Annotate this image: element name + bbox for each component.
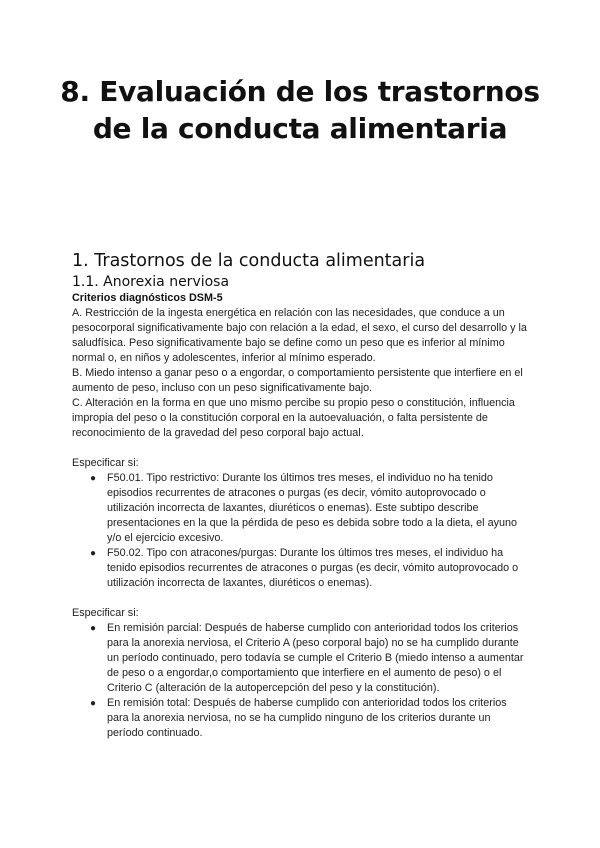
bullet-icon: ● <box>90 623 97 634</box>
specify-label-2: Especificar si: <box>72 607 139 619</box>
subsection-heading: 1.1. Anorexia nerviosa <box>72 274 230 290</box>
document-body <box>72 291 530 741</box>
criterion-c: C. Alteración en la forma en que uno mismo percibe su propio peso o constitución, influencia impropia del peso o la constitución corporal en la autoevaluación, o falta persistente de reconocimiento de la gravedad del peso corporal bajo actual. <box>72 397 515 439</box>
title-line-2: de la conducta alimentaria <box>92 112 508 145</box>
list-item <box>90 546 530 591</box>
list-item <box>90 621 530 696</box>
list-item-text: F50.01. Tipo restrictivo: Durante los últimos tres meses, el individuo no ha tenido episodios recurrentes de atracones o purgas (es decir, vómito autoprovocado o utilización incorrecta de laxantes, diuréticos o enemas). Este subtipo describe presentaciones en la que la pérdida de peso es debida sobre todo a la dieta, el ayuno y/o el ejercicio excesivo. <box>107 472 517 544</box>
list-item-text: En remisión total: Después de haberse cumplido con anterioridad todos los criterios para la anorexia nerviosa, no se ha cumplido ninguno de los criterios durante un período continuado. <box>107 697 507 739</box>
section-heading: 1. Trastornos de la conducta alimentaria <box>72 251 426 271</box>
list-item-text: F50.02. Tipo con atracones/purgas: Durante los últimos tres meses, el individuo ha tenido episodios recurrentes de atracones o purgas (es decir, vómito autoprovocado o utilización incorrecta de laxantes, diuréticos o enemas). <box>107 547 519 589</box>
subtype-list <box>72 471 530 591</box>
criterion-b: B. Miedo intenso a ganar peso o a engordar, o comportamiento persistente que interfiere en el aumento de peso, incluso con un peso significativamente bajo. <box>72 367 523 394</box>
criterion-a: A. Restricción de la ingesta energética en relación con las necesidades, que conduce a un pesocorporal significativamente bajo con relación a la edad, el sexo, el curso del desarrollo y la saludfísica. Peso significativamente bajo se define como un peso que es inferior al mínimo normal o, en niños y adolescentes, inferior al mínimo esperado. <box>72 307 527 364</box>
list-item <box>90 696 530 741</box>
list-item <box>90 471 530 546</box>
bullet-icon: ● <box>90 473 97 484</box>
page-title <box>40 73 560 147</box>
criteria-heading: Criterios diagnósticos DSM-5 <box>72 292 223 304</box>
bullet-icon: ● <box>90 548 97 559</box>
title-line-1: 8. Evaluación de los trastornos <box>60 75 540 108</box>
specify-label-1: Especificar si: <box>72 457 139 469</box>
remission-list <box>72 621 530 741</box>
bullet-icon: ● <box>90 698 97 709</box>
list-item-text: En remisión parcial: Después de haberse cumplido con anterioridad todos los criterios para la anorexia nerviosa, el Criterio A (peso corporal bajo) no se ha cumplido durante un período continuado, pero todavía se cumple el Criterio B (miedo intenso a aumentar de peso o a engordar,o comportamiento que interfiere en el aumento de peso) o el Criterio C (alteración de la autopercepción del peso y la constitución). <box>107 622 524 694</box>
